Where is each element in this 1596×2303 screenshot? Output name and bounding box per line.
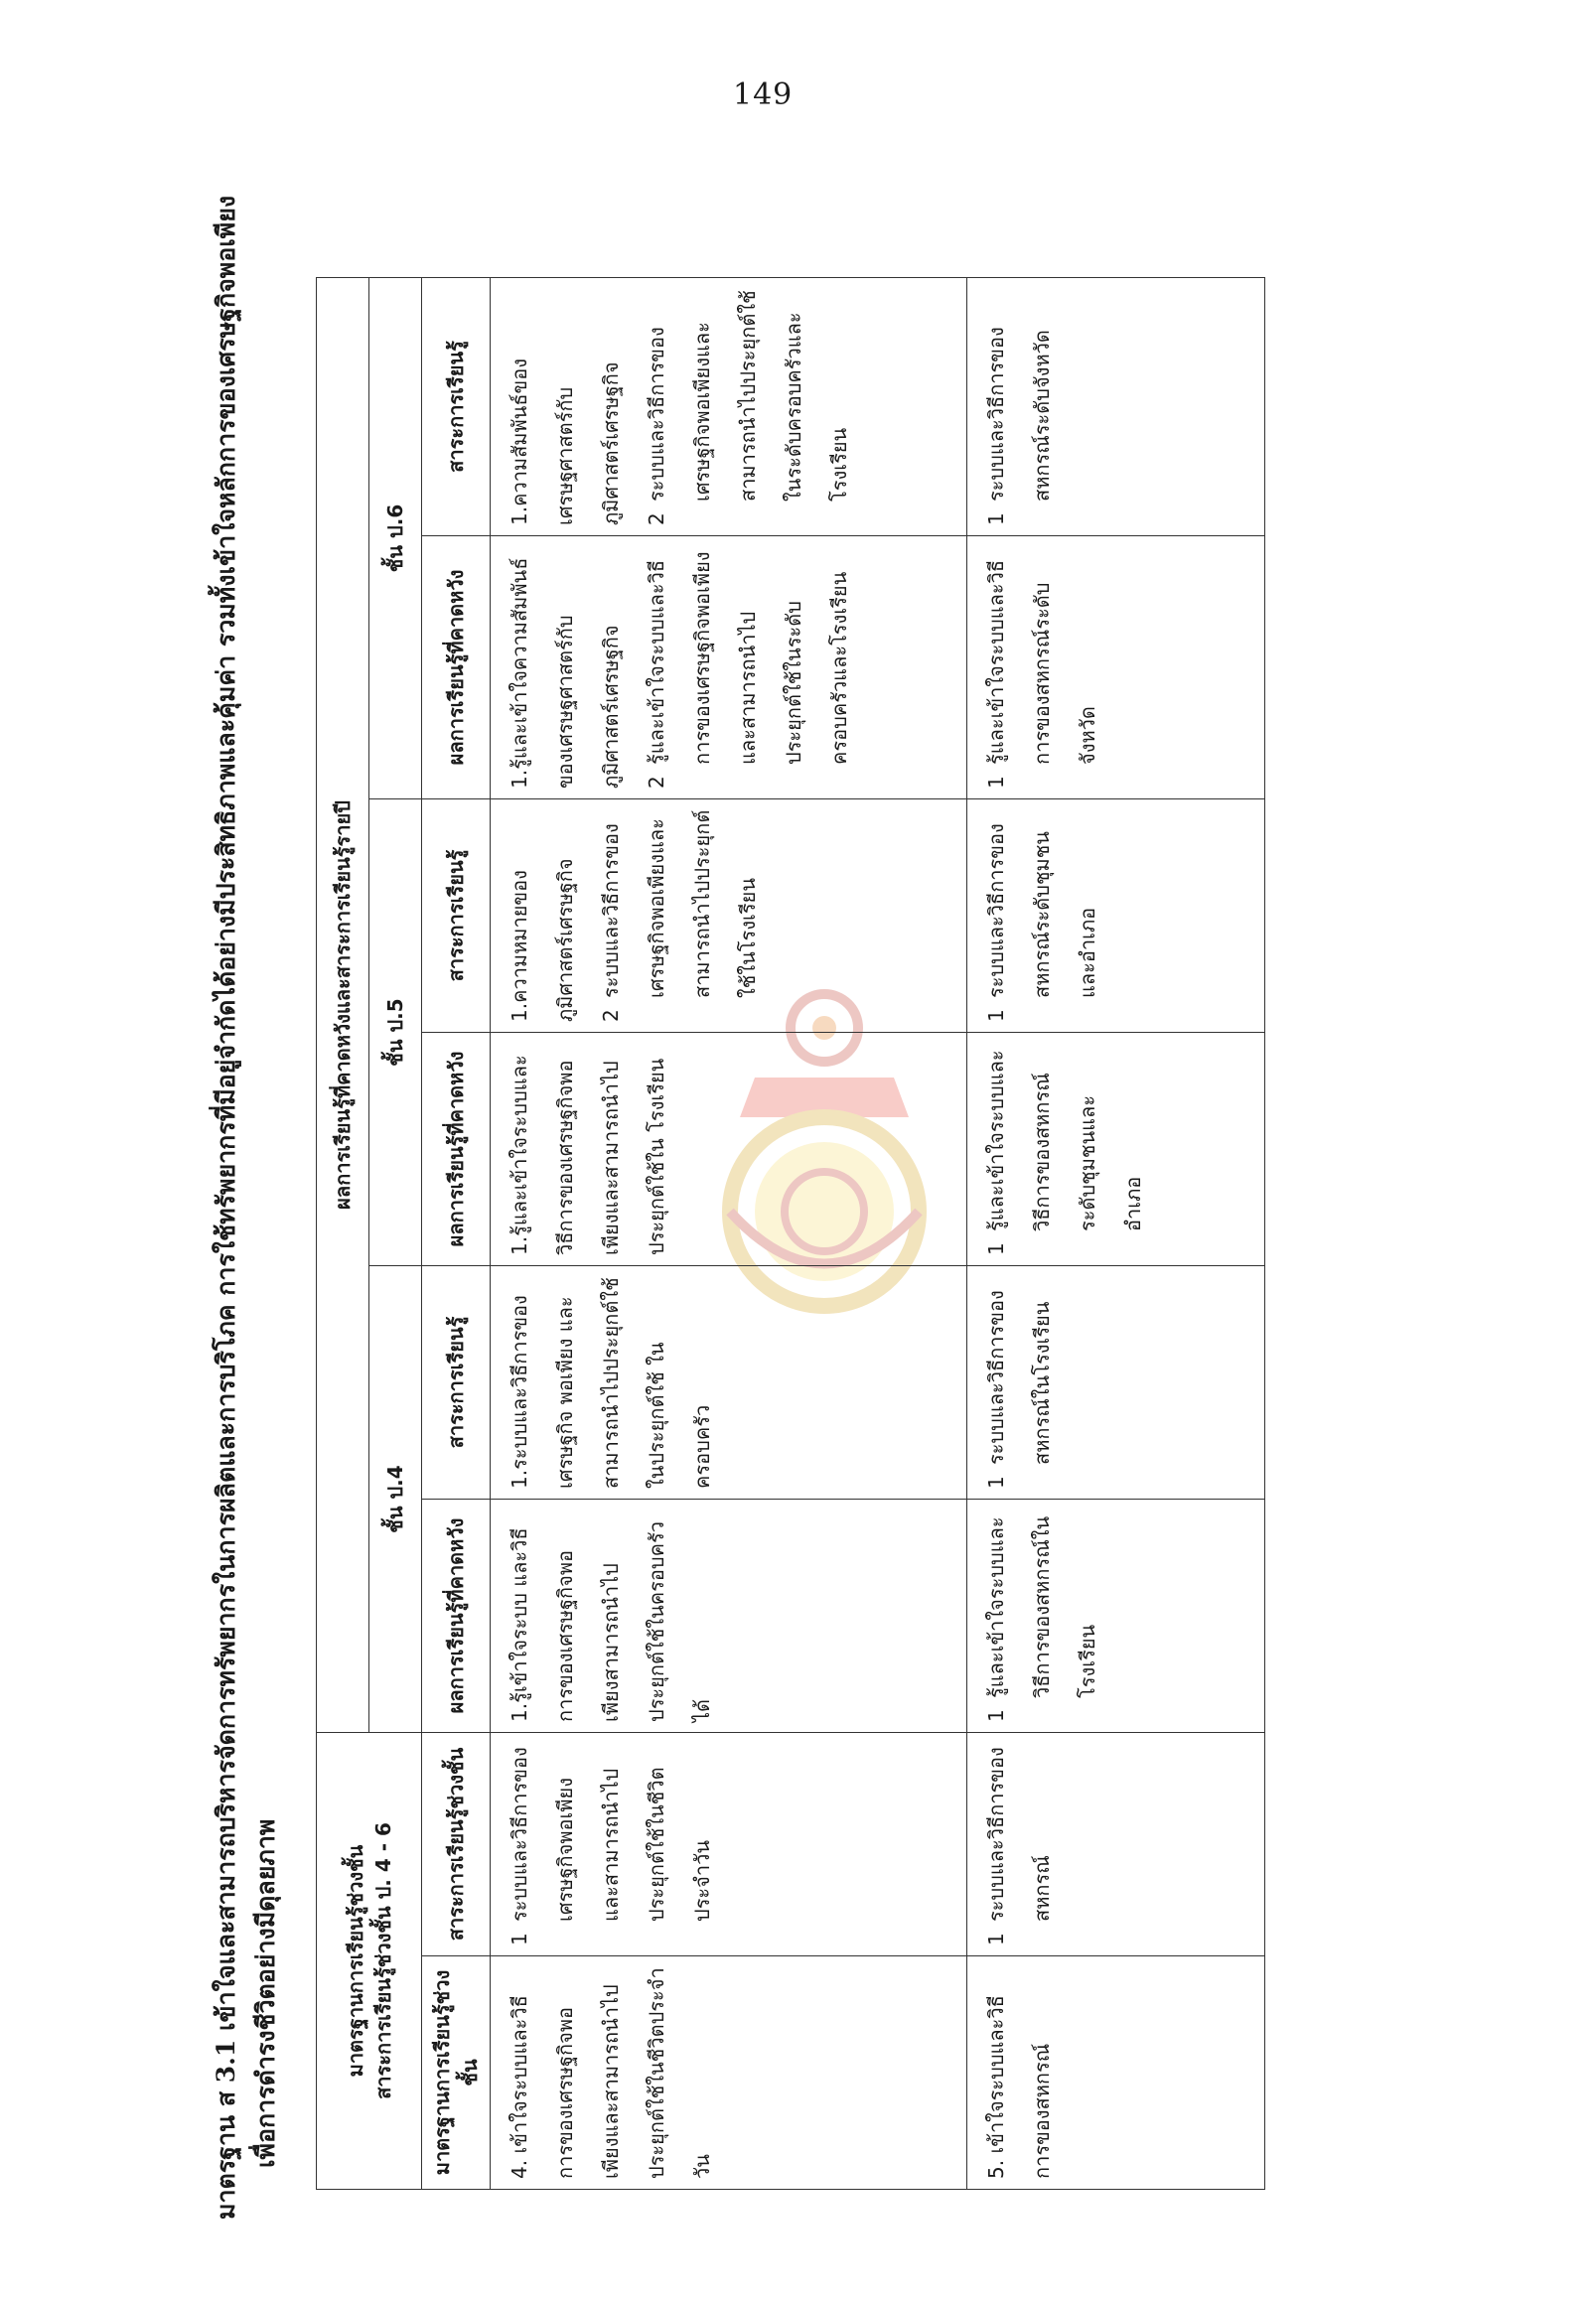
- cell-p4-outcome: 1.รู้เข้าใจระบบ และวิธีการของเศรษฐกิจพอเพียงสามารถนำไปประยุกต์ใช้ในครอบครัวได้: [491, 1500, 967, 1733]
- cell-standard: 4. เข้าใจระบบและวิธีการของเศรษฐกิจพอเพียงและสามารถนำไปประยุกต์ใช้ในชีวิตประจำวัน: [491, 1956, 967, 2190]
- header-year-group: ผลการเรียนรู้ที่คาดหวังและสาระการเรียนรู้รายปี: [317, 277, 369, 1732]
- cell-content: 1 ระบบและวิธีการของเศรษฐกิจพอเพียงและสามารถนำไปประยุกต์ใช้ในชีวิตประจำวัน: [491, 1733, 967, 1956]
- cell-p5-outcome: 1.รู้และเข้าใจระบบและวิธีการของเศรษฐกิจพอเพียงและสามารถนำไปประยุกต์ใช้ใน โรงเรียน: [491, 1033, 967, 1266]
- cell-p4-outcome: 1 รู้และเข้าใจระบบและวิธีการของสหกรณ์ในโรงเรียน: [967, 1500, 1265, 1733]
- header-grade-4: ชั้น ป.4: [369, 1266, 422, 1733]
- col-header-content: สาระการเรียนรู้ช่วงชั้น: [422, 1733, 491, 1956]
- header-grade-5: ชั้น ป.5: [369, 799, 422, 1266]
- cell-p5-outcome: 1 รู้และเข้าใจระบบและวิธีการของสหกรณ์ระดับชุมชนและอำเภอ: [967, 1033, 1265, 1266]
- header-grade-6: ชั้น ป.6: [369, 277, 422, 798]
- cell-p4-learning: 1.ระบบและวิธีการของเศรษฐกิจ พอเพียง และ สามารถนำไปประยุกต์ใช้ ในประยุกต์ใช้ ในครอบครัว: [491, 1266, 967, 1500]
- cell-p5-learning: 1.ความหมายของภูมิศาสตร์เศรษฐกิจ 2 ระบบและวิธีการของเศรษฐกิจพอเพียงและสามารถนำไปประยุกต์ใช้ในโรงเรียน: [491, 799, 967, 1033]
- col-header-p5-outcome: ผลการเรียนรู้ที่คาดหวัง: [422, 1033, 491, 1266]
- rotated-page-content: [207, 5, 1289, 2220]
- table-row: [491, 277, 967, 2189]
- col-header-p4-outcome: ผลการเรียนรู้ที่คาดหวัง: [422, 1500, 491, 1733]
- cell-p6-outcome: 1.รู้และเข้าใจความสัมพันธ์ของเศรษฐศาสตร์กับภูมิศาสตร์เศรษฐกิจ 2 รู้และเข้าใจระบบและวิธีการของเศรษฐกิจพอเพียงและสามารถนำไปประยุกต์ใช้ในระดับครอบครัวและโรงเรียน: [491, 536, 967, 799]
- header-std-group: มาตรฐานการเรียนรู้ช่วงชั้น สาระการเรียนรู้ช่วงชั้น ป. 4 - 6: [317, 1733, 422, 2190]
- heading-line-2: เพื่อการดำรงชีวิตอย่างมีดุลยภาพ: [251, 1818, 280, 2168]
- col-header-standard: มาตรฐานการเรียนรู้ช่วงชั้น: [422, 1956, 491, 2190]
- cell-content: 1 ระบบและวิธีการของสหกรณ์: [967, 1733, 1265, 1956]
- col-header-p4-learning: สาระการเรียนรู้: [422, 1266, 491, 1500]
- page-number: 149: [733, 77, 794, 112]
- cell-p4-learning: 1 ระบบและวิธีการของสหกรณ์ในโรงเรียน: [967, 1266, 1265, 1500]
- col-header-p5-learning: สาระการเรียนรู้: [422, 799, 491, 1033]
- col-header-p6-learning: สาระการเรียนรู้: [422, 277, 491, 535]
- standard-heading: [207, 196, 286, 2220]
- cell-p6-learning: 1.ความสัมพันธ์ของเศรษฐศาสตร์กับภูมิศาสตร์เศรษฐกิจ 2 ระบบและวิธีการของเศรษฐกิจพอเพียงและสามารถนำไปประยุกต์ใช้ในระดับครอบครัวและโรงเรียน: [491, 277, 967, 535]
- cell-p6-learning: 1 ระบบและวิธีการของสหกรณ์ระดับจังหวัด: [967, 277, 1265, 535]
- cell-p6-outcome: 1 รู้และเข้าใจระบบและวิธีการของสหกรณ์ระดับจังหวัด: [967, 536, 1265, 799]
- curriculum-table: [316, 277, 1265, 2190]
- cell-p5-learning: 1 ระบบและวิธีการของสหกรณ์ระดับชุมชนและอำเภอ: [967, 799, 1265, 1033]
- col-header-p6-outcome: ผลการเรียนรู้ที่คาดหวัง: [422, 536, 491, 799]
- table-row: [967, 277, 1265, 2189]
- cell-standard: 5. เข้าใจระบบและวิธีการของสหกรณ์: [967, 1956, 1265, 2190]
- heading-line-1: มาตรฐาน ส 3.1 เข้าใจและสามารถบริหารจัดการทรัพยากรในการผลิตและการบริโภค การใช้ทรัพยากรที่มีอยู่จำกัดได้อย่างมีประสิทธิภาพและคุ้มค่า รวมทั้งเข้าใจหลักการของเศรษฐกิจพอเพียง: [212, 195, 240, 2220]
